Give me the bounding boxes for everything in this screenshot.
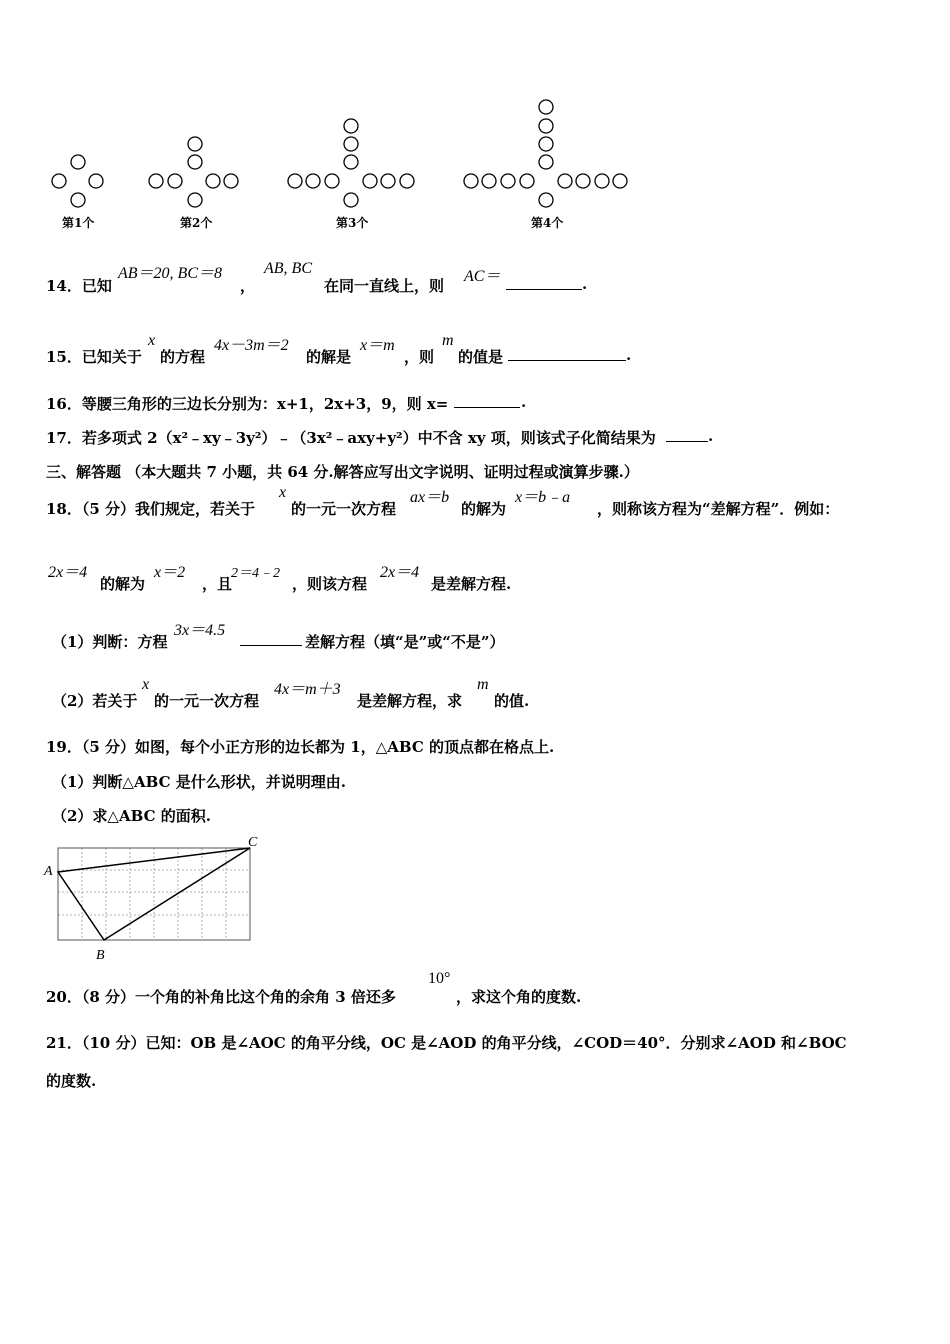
q21-line-2: 的度数. xyxy=(46,1072,97,1090)
q18-example-text-1: 的解为 xyxy=(100,575,146,593)
pattern-circle xyxy=(539,155,553,169)
pattern-circle xyxy=(306,174,320,188)
q18-part2-var-m: m xyxy=(477,676,489,693)
q15-text-then: ，则 xyxy=(404,348,435,366)
pattern-circle xyxy=(206,174,220,188)
pattern-caption-4: 第4个 xyxy=(531,216,564,230)
pattern-circle xyxy=(400,174,414,188)
q18-intro: 18．（5 分）我们规定，若关于 xyxy=(46,500,256,518)
pattern-circle xyxy=(595,174,609,188)
pattern-circle xyxy=(539,100,553,114)
q15-var-x: x xyxy=(148,332,156,349)
q18-example-text-3: ，则该方程 xyxy=(292,575,368,593)
pattern-circle xyxy=(539,193,553,207)
pattern-circle xyxy=(613,174,627,188)
pattern-circle xyxy=(363,174,377,188)
q18-text-definition: ，则称该方程为“差解方程”．例如： xyxy=(597,500,840,518)
q18-part1-answer-blank[interactable] xyxy=(240,631,302,650)
pattern-circle xyxy=(558,174,572,188)
pattern-circle xyxy=(71,155,85,169)
q18-part2-label: （2）若关于 xyxy=(52,692,138,710)
section-3-heading: 三、解答题 （本大题共 7 小题，共 64 分.解答应写出文字说明、证明过程或演算步骤.） xyxy=(46,463,639,481)
q14-expr-segments: AB, BC xyxy=(264,260,312,277)
q15-number: 15．已知关于 xyxy=(46,348,142,366)
q18-part2-text-linear: 的一元一次方程 xyxy=(154,692,260,710)
q16-answer-blank[interactable] xyxy=(454,393,520,412)
q15-var-m: m xyxy=(442,332,454,349)
pattern-circle xyxy=(71,193,85,207)
q18-eq-ax-b: ax＝b xyxy=(410,489,450,506)
q18-example-eq-2: 2x＝4 xyxy=(380,564,420,581)
pattern-circle xyxy=(149,174,163,188)
q21-line-1: 21．（10 分）已知：OB 是∠AOC 的角平分线，OC 是∠AOD 的角平分线，∠COD＝40°．分别求∠AOD 和∠BOC xyxy=(46,1034,847,1052)
pattern-circle xyxy=(325,174,339,188)
q18-part1-eq: 3x＝4.5 xyxy=(174,622,226,639)
q18-example-text-2: ，且 xyxy=(202,575,233,593)
q19-line-3: （2）求△ABC 的面积. xyxy=(52,807,211,825)
q18-eq-x-b-a: x＝b﹣a xyxy=(515,489,571,506)
pattern-circle xyxy=(344,155,358,169)
pattern-circle xyxy=(288,174,302,188)
pattern-circle xyxy=(539,137,553,151)
q16-end: . xyxy=(521,393,527,411)
q18-var-x: x xyxy=(279,484,287,501)
q20-text: 20．（8 分）一个角的补角比这个角的余角 3 倍还多 xyxy=(46,988,396,1006)
q18-part2-var-x: x xyxy=(142,676,150,693)
q18-part2-eq: 4x＝m＋3 xyxy=(274,681,341,698)
q15-answer-blank[interactable] xyxy=(508,346,626,365)
pattern-circle xyxy=(52,174,66,188)
pattern-circle xyxy=(188,193,202,207)
q14-expr-ac: AC＝ xyxy=(464,268,501,285)
q16-text: 16．等腰三角形的三边长分别为：x+1，2x+3，9，则 x= xyxy=(46,395,449,413)
q19-triangle-grid-figure xyxy=(40,830,270,965)
pattern-circle xyxy=(188,155,202,169)
pattern-caption-2: 第2个 xyxy=(180,216,213,230)
q18-example-sol: x＝2 xyxy=(154,564,186,581)
pattern-circle xyxy=(168,174,182,188)
q19-line-1: 19．（5 分）如图，每个小正方形的边长都为 1，△ABC 的顶点都在格点上. xyxy=(46,738,555,756)
q15-text-equation: 的方程 xyxy=(160,348,206,366)
q19-line-2: （1）判断△ABC 是什么形状，并说明理由. xyxy=(52,773,346,791)
q17-answer-blank[interactable] xyxy=(666,427,708,446)
q14-end: . xyxy=(582,275,588,293)
pattern-circle xyxy=(576,174,590,188)
q18-example-eq: 2x＝4 xyxy=(48,564,88,581)
q18-part1-label: （1）判断：方程 xyxy=(52,633,168,651)
pattern-circle xyxy=(482,174,496,188)
pattern-circle xyxy=(224,174,238,188)
q14-comma: ， xyxy=(240,277,256,295)
q15-text-solution: 的解是 xyxy=(306,348,352,366)
q15-equation: 4x－3m＝2 xyxy=(214,337,289,354)
vertex-label-c: C xyxy=(248,835,258,850)
q20-value: 10° xyxy=(428,970,451,987)
q14-answer-blank[interactable] xyxy=(506,275,582,294)
q15-text-value: 的值是 xyxy=(458,348,504,366)
pattern-circle xyxy=(520,174,534,188)
q18-example-text-4: 是差解方程. xyxy=(431,575,512,593)
pattern-circle xyxy=(344,193,358,207)
q18-text-solution: 的解为 xyxy=(461,500,507,518)
q15-solution: x＝m xyxy=(360,337,395,354)
pattern-circle xyxy=(539,119,553,133)
pattern-circle xyxy=(464,174,478,188)
pattern-circle xyxy=(501,174,515,188)
pattern-circle xyxy=(89,174,103,188)
q20-text-end: ，求这个角的度数. xyxy=(456,988,582,1006)
q17-end: . xyxy=(708,427,714,445)
q18-part2-text-value: 的值. xyxy=(494,692,530,710)
vertex-label-a: A xyxy=(44,864,53,879)
vertex-label-b: B xyxy=(96,948,105,963)
q14-text: 在同一直线上，则 xyxy=(324,277,445,295)
q18-part1-text: 差解方程（填“是”或“不是”） xyxy=(305,633,505,651)
pattern-circle xyxy=(344,119,358,133)
q18-text-linear: 的一元一次方程 xyxy=(291,500,397,518)
pattern-circle xyxy=(381,174,395,188)
q14-number: 14．已知 xyxy=(46,277,112,295)
pattern-caption-3: 第3个 xyxy=(336,216,369,230)
q14-expr-ab-bc: AB＝20, BC＝8 xyxy=(118,265,222,282)
q18-part2-text-find: 是差解方程，求 xyxy=(357,692,463,710)
pattern-circle xyxy=(188,137,202,151)
pattern-caption-1: 第1个 xyxy=(62,216,95,230)
pattern-circle xyxy=(344,137,358,151)
q15-end: . xyxy=(626,346,632,364)
q17-text: 17．若多项式 2（x²﹣xy﹣3y²）﹣（3x²﹣axy+y²）中不含 xy 项，则该式子化简结果为 xyxy=(46,429,656,447)
q18-example-check: 2＝4﹣2 xyxy=(231,566,280,581)
